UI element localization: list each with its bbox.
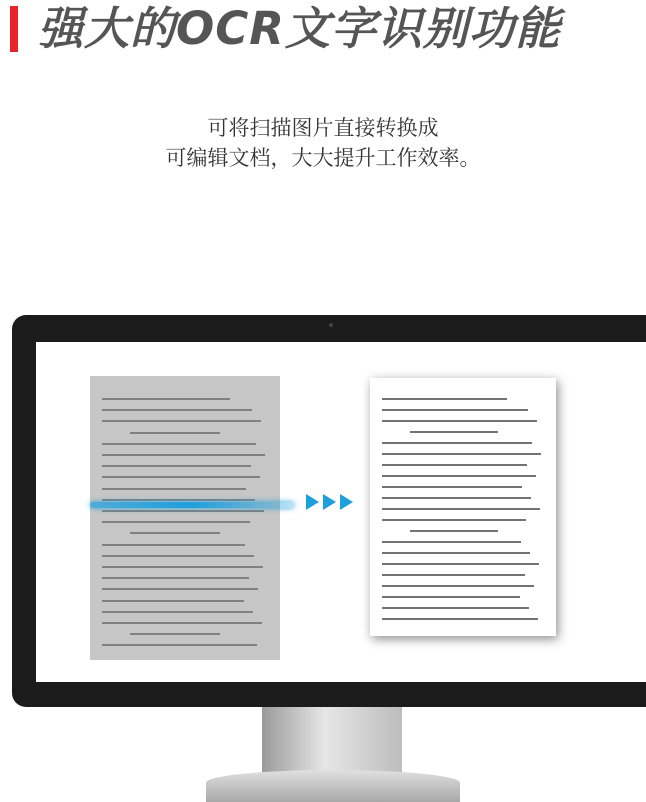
- document-text-line: [382, 497, 531, 499]
- document-text-line: [382, 541, 521, 543]
- document-text-line: [102, 600, 244, 602]
- document-text-line: [382, 519, 526, 521]
- document-text-line: [410, 431, 498, 433]
- arrow-right-icon: [306, 494, 319, 510]
- document-text-line: [382, 563, 539, 565]
- document-text-line: [382, 585, 534, 587]
- document-text-line: [382, 442, 532, 444]
- document-text-line: [410, 530, 498, 532]
- document-text-line: [102, 544, 245, 546]
- document-text-line: [382, 464, 527, 466]
- document-text-line: [382, 607, 529, 609]
- monitor-camera-icon: [329, 323, 333, 327]
- convert-arrows-icon: [306, 494, 353, 510]
- document-text-line: [130, 633, 220, 635]
- document-text-line: [102, 454, 265, 456]
- scanned-page-icon: [90, 376, 280, 660]
- document-text-line: [102, 476, 260, 478]
- document-text-line: [102, 443, 256, 445]
- page-title: 强大的OCR文字识别功能: [38, 2, 561, 55]
- document-text-line: [382, 398, 507, 400]
- document-text-line: [382, 596, 520, 598]
- arrow-right-icon: [323, 494, 336, 510]
- document-text-line: [382, 574, 525, 576]
- document-text-line: [102, 588, 258, 590]
- monitor-base: [206, 770, 460, 802]
- document-text-line: [102, 521, 250, 523]
- document-text-line: [102, 611, 253, 613]
- title-accent-bar: [10, 6, 18, 52]
- document-text-line: [102, 577, 249, 579]
- scan-line: [90, 502, 294, 508]
- document-text-line: [130, 432, 220, 434]
- document-text-line: [382, 508, 540, 510]
- intro-line-1: 可将扫描图片直接转换成: [207, 116, 439, 140]
- document-text-line: [102, 499, 255, 501]
- monitor-stand: [262, 707, 402, 777]
- document-text-line: [382, 420, 537, 422]
- arrow-right-icon: [340, 494, 353, 510]
- document-text-line: [130, 532, 220, 534]
- intro-line-2: 可编辑文档，大大提升工作效率。: [165, 146, 481, 170]
- document-text-line: [102, 420, 261, 422]
- document-text-line: [382, 552, 530, 554]
- document-text-line: [102, 566, 263, 568]
- document-text-line: [102, 488, 246, 490]
- document-text-line: [382, 475, 536, 477]
- document-text-line: [102, 555, 254, 557]
- document-text-line: [102, 510, 264, 512]
- document-text-line: [382, 453, 541, 455]
- document-text-line: [102, 398, 230, 400]
- document-text-line: [102, 622, 262, 624]
- document-text-line: [102, 409, 252, 411]
- document-text-line: [382, 618, 538, 620]
- document-text-line: [102, 465, 251, 467]
- document-text-line: [382, 409, 528, 411]
- editable-document-icon: [370, 378, 556, 636]
- document-text-line: [382, 486, 522, 488]
- document-text-line: [102, 644, 257, 646]
